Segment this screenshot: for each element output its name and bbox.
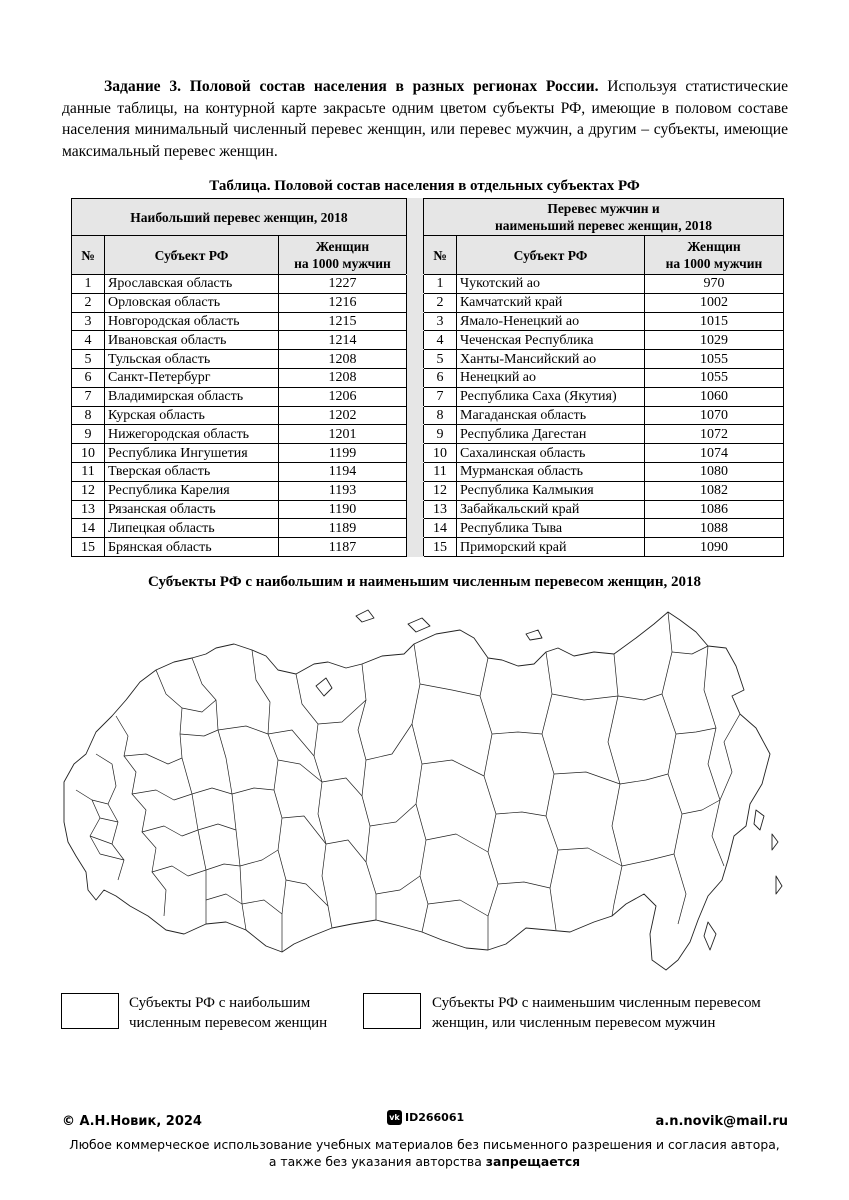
left-row-value: 1190: [279, 500, 407, 519]
right-col-subject: Субъект РФ: [457, 236, 645, 275]
table-row: [72, 350, 784, 369]
right-row-subject: Камчатский край: [457, 293, 645, 312]
table-divider: [407, 406, 424, 425]
right-row-number: 3: [424, 312, 457, 331]
right-row-number: 8: [424, 406, 457, 425]
table-row: [72, 406, 784, 425]
left-row-subject: Ивановская область: [105, 331, 279, 350]
left-row-value: 1194: [279, 462, 407, 481]
table-divider: [407, 293, 424, 312]
right-row-subject: Приморский край: [457, 538, 645, 557]
right-row-value: 1002: [645, 293, 784, 312]
left-row-number: 2: [72, 293, 105, 312]
right-row-value: 1029: [645, 331, 784, 350]
table-row: [72, 462, 784, 481]
left-row-value: 1208: [279, 350, 407, 369]
right-row-value: 1088: [645, 519, 784, 538]
right-group-header: Перевес мужчин и наименьший перевес женщин, 2018: [424, 199, 784, 236]
left-row-number: 1: [72, 275, 105, 294]
table-divider: [407, 500, 424, 519]
left-row-subject: Ярославская область: [105, 275, 279, 294]
table-title: Таблица. Половой состав населения в отдельных субъектах РФ: [209, 178, 640, 194]
right-row-number: 2: [424, 293, 457, 312]
right-row-subject: Ненецкий ао: [457, 368, 645, 387]
right-row-number: 14: [424, 519, 457, 538]
legend-text-max: Субъекты РФ с наибольшим численным перевесом женщин: [129, 995, 328, 1031]
statistics-table: [71, 198, 784, 557]
table-row: [72, 312, 784, 331]
right-row-value: 1080: [645, 462, 784, 481]
map-island: [526, 630, 542, 640]
right-row-value: 1055: [645, 350, 784, 369]
left-row-number: 7: [72, 387, 105, 406]
left-row-number: 15: [72, 538, 105, 557]
map-island: [408, 618, 430, 632]
right-row-value: 1086: [645, 500, 784, 519]
table-divider: [407, 444, 424, 463]
map-island: [356, 610, 374, 622]
map-island: [776, 876, 782, 894]
right-row-number: 11: [424, 462, 457, 481]
table-row: [72, 331, 784, 350]
table-divider: [407, 368, 424, 387]
left-row-number: 10: [72, 444, 105, 463]
right-row-subject: Магаданская область: [457, 406, 645, 425]
right-row-number: 13: [424, 500, 457, 519]
right-row-value: 1072: [645, 425, 784, 444]
right-row-subject: Республика Саха (Якутия): [457, 387, 645, 406]
table-divider: [407, 350, 424, 369]
map-island: [754, 810, 764, 830]
left-row-value: 1202: [279, 406, 407, 425]
map-island: [704, 922, 716, 950]
left-row-value: 1227: [279, 275, 407, 294]
right-row-subject: Мурманская область: [457, 462, 645, 481]
legend-box-max: [61, 993, 119, 1029]
right-row-value: 1015: [645, 312, 784, 331]
table-row: [72, 444, 784, 463]
map-region-borders: [76, 612, 740, 952]
left-row-value: 1206: [279, 387, 407, 406]
table-divider: [407, 425, 424, 444]
left-row-value: 1208: [279, 368, 407, 387]
vk-icon: vk: [387, 1110, 402, 1125]
table-row: [72, 519, 784, 538]
left-row-subject: Республика Карелия: [105, 481, 279, 500]
left-row-value: 1214: [279, 331, 407, 350]
right-row-number: 12: [424, 481, 457, 500]
task-paragraph: [62, 76, 788, 162]
right-row-number: 6: [424, 368, 457, 387]
table-divider: [407, 387, 424, 406]
left-row-value: 1215: [279, 312, 407, 331]
left-row-number: 9: [72, 425, 105, 444]
left-row-subject: Липецкая область: [105, 519, 279, 538]
right-col-num: №: [424, 236, 457, 275]
left-row-value: 1193: [279, 481, 407, 500]
left-col-value: Женщин на 1000 мужчин: [279, 236, 407, 275]
right-row-number: 9: [424, 425, 457, 444]
right-row-number: 5: [424, 350, 457, 369]
left-row-subject: Нижегородская область: [105, 425, 279, 444]
left-row-number: 8: [72, 406, 105, 425]
right-row-subject: Республика Дагестан: [457, 425, 645, 444]
left-group-header: Наибольший перевес женщин, 2018: [72, 199, 407, 236]
right-row-number: 7: [424, 387, 457, 406]
vk-id-text: ID266061: [405, 1111, 465, 1124]
table-row: [72, 387, 784, 406]
table-divider: [407, 199, 424, 275]
map-island: [772, 834, 778, 850]
right-row-subject: Ямало-Ненецкий ао: [457, 312, 645, 331]
left-row-subject: Новгородская область: [105, 312, 279, 331]
right-row-subject: Забайкальский край: [457, 500, 645, 519]
author-email[interactable]: a.n.novik@mail.ru: [655, 1114, 788, 1129]
left-col-num: №: [72, 236, 105, 275]
table-divider: [407, 275, 424, 294]
left-row-subject: Орловская область: [105, 293, 279, 312]
right-row-subject: Республика Калмыкия: [457, 481, 645, 500]
left-row-value: 1216: [279, 293, 407, 312]
contour-map-russia: [56, 604, 792, 989]
map-island: [316, 678, 332, 696]
table-row: [72, 368, 784, 387]
right-row-value: 1060: [645, 387, 784, 406]
right-row-value: 1070: [645, 406, 784, 425]
left-row-subject: Санкт-Петербург: [105, 368, 279, 387]
right-row-number: 4: [424, 331, 457, 350]
table-row: [72, 500, 784, 519]
table-divider: [407, 538, 424, 557]
table-divider: [407, 481, 424, 500]
right-row-value: 1055: [645, 368, 784, 387]
right-row-subject: Ханты-Мансийский ао: [457, 350, 645, 369]
left-row-subject: Рязанская область: [105, 500, 279, 519]
left-row-value: 1201: [279, 425, 407, 444]
table-divider: [407, 312, 424, 331]
left-row-number: 3: [72, 312, 105, 331]
left-row-number: 6: [72, 368, 105, 387]
left-row-number: 4: [72, 331, 105, 350]
right-row-number: 10: [424, 444, 457, 463]
left-row-number: 14: [72, 519, 105, 538]
left-row-subject: Тульская область: [105, 350, 279, 369]
left-row-value: 1189: [279, 519, 407, 538]
task-text: Используя статистические данные таблицы, на контурной карте закрасьте одним цветом субъекты РФ, имеющие в половом составе населения минимальный численный перевес женщин, или перевес мужчин, а другим – субъекты, имеющие максимальный перевес женщин.: [62, 78, 788, 160]
right-row-value: 1090: [645, 538, 784, 557]
left-row-subject: Брянская область: [105, 538, 279, 557]
right-row-subject: Республика Тыва: [457, 519, 645, 538]
copyright: © А.Н.Новик, 2024: [62, 1114, 202, 1129]
right-row-number: 15: [424, 538, 457, 557]
right-row-subject: Сахалинская область: [457, 444, 645, 463]
table-divider: [407, 462, 424, 481]
left-row-subject: Республика Ингушетия: [105, 444, 279, 463]
left-row-subject: Владимирская область: [105, 387, 279, 406]
table-row: [72, 538, 784, 557]
table-divider: [407, 519, 424, 538]
left-row-number: 12: [72, 481, 105, 500]
table-row: [72, 275, 784, 294]
right-row-value: 1074: [645, 444, 784, 463]
left-row-subject: Курская область: [105, 406, 279, 425]
right-row-subject: Чеченская Республика: [457, 331, 645, 350]
left-row-value: 1187: [279, 538, 407, 557]
table-body: [72, 275, 784, 557]
left-col-subject: Субъект РФ: [105, 236, 279, 275]
right-row-value: 970: [645, 275, 784, 294]
legend-box-min: [363, 993, 421, 1029]
table-row: [72, 481, 784, 500]
task-label: Задание 3. Половой состав населения в разных регионах России.: [104, 78, 599, 95]
map-title: Субъекты РФ с наибольшим и наименьшим численным перевесом женщин, 2018: [148, 574, 701, 590]
table-row: [72, 425, 784, 444]
right-row-value: 1082: [645, 481, 784, 500]
table-divider: [407, 331, 424, 350]
copyright-notice: Любое коммерческое использование учебных материалов без письменного разрешения и согласия автора, а также без указания авторства запрещается: [69, 1137, 780, 1169]
left-row-number: 5: [72, 350, 105, 369]
right-row-subject: Чукотский ао: [457, 275, 645, 294]
left-row-subject: Тверская область: [105, 462, 279, 481]
left-row-number: 11: [72, 462, 105, 481]
legend-text-min: Субъекты РФ с наименьшим численным перевесом женщин, или численным перевесом мужчин: [432, 995, 761, 1031]
vk-id: [387, 1110, 464, 1125]
left-row-number: 13: [72, 500, 105, 519]
right-row-number: 1: [424, 275, 457, 294]
right-col-value: Женщин на 1000 мужчин: [645, 236, 784, 275]
left-row-value: 1199: [279, 444, 407, 463]
table-row: [72, 293, 784, 312]
